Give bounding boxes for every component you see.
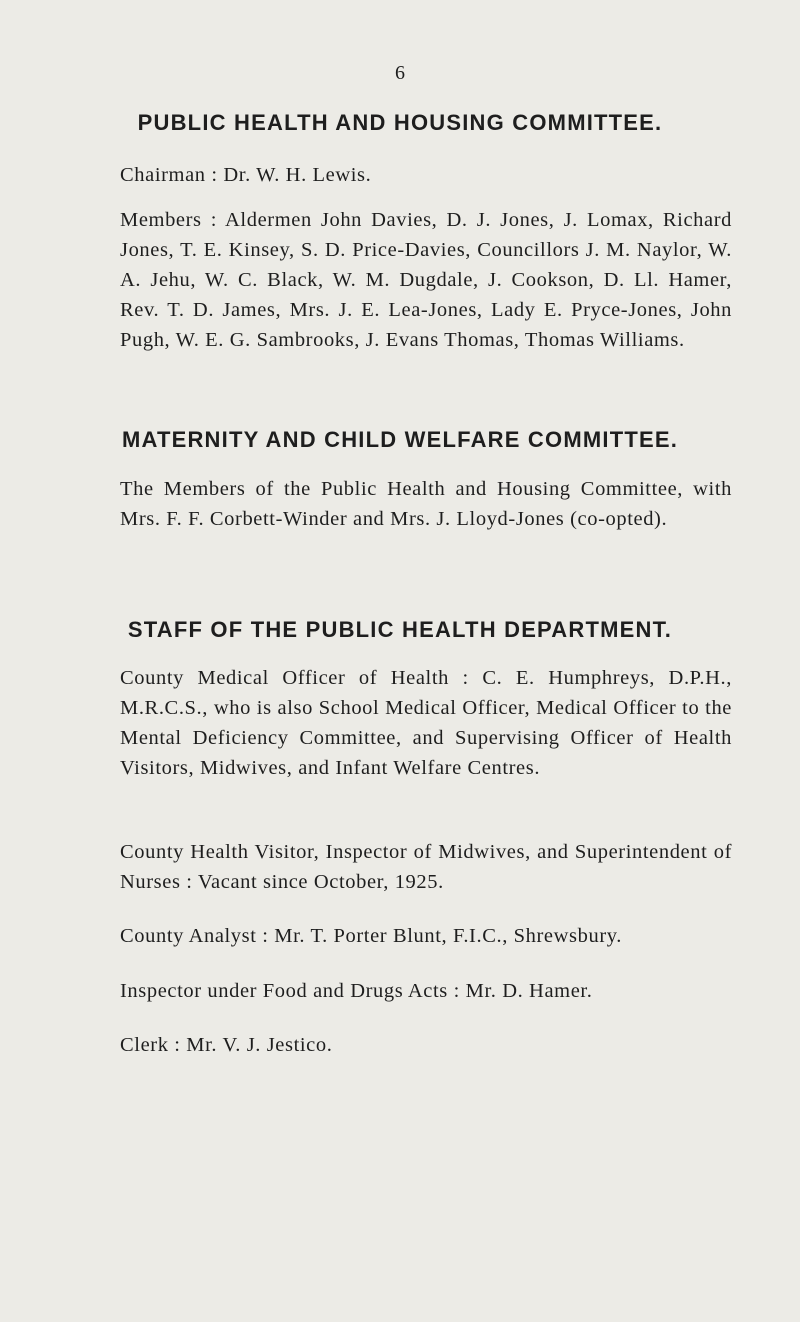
page-number: 6 <box>395 62 405 84</box>
members-paragraph: Members : Aldermen John Davies, D. J. Jones, J. Lomax, Richard Jones, T. E. Kinsey, S. D. Price-Davies, Councillors J. M. Naylor, W. A. Jehu, W. C. Black, W. M. Dugdale, J. Cookson, D. Ll. Hamer, Rev. T. D. James, Mrs. J. E. Lea-Jones, Lady E. Pryce-Jones, John Pugh, W. E. G. Sambrooks, J. Evans Thomas, Thomas Williams. <box>120 209 732 351</box>
analyst-line: County Analyst : Mr. T. Porter Blunt, F.I.C., Shrewsbury. <box>120 925 622 947</box>
heading-public-health: PUBLIC HEALTH AND HOUSING COMMITTEE. <box>137 110 663 135</box>
clerk-line: Clerk : Mr. V. J. Jestico. <box>120 1034 333 1056</box>
chairman-line: Chairman : Dr. W. H. Lewis. <box>120 164 372 186</box>
inspector-line: Inspector under Food and Drugs Acts : Mr. D. Hamer. <box>120 980 593 1002</box>
heading-maternity: MATERNITY AND CHILD WELFARE COMMITTEE. <box>121 427 679 452</box>
maternity-paragraph: The Members of the Public Health and Housing Committee, with Mrs. F. F. Corbett-Winder and Mrs. J. Lloyd-Jones (co-opted). <box>120 478 732 530</box>
health-visitor-paragraph: County Health Visitor, Inspector of Midwives, and Superintendent of Nurses : Vacant since October, 1925. <box>120 841 732 893</box>
medical-officer-paragraph: County Medical Officer of Health : C. E. Humphreys, D.P.H., M.R.C.S., who is also School Medical Officer, Medical Officer to the Mental Deficiency Committee, and Supervising Officer of Health Visitors, Midwives, and Infant Welfare Centres. <box>120 667 732 779</box>
heading-staff: STAFF OF THE PUBLIC HEALTH DEPARTMENT. <box>127 617 673 642</box>
